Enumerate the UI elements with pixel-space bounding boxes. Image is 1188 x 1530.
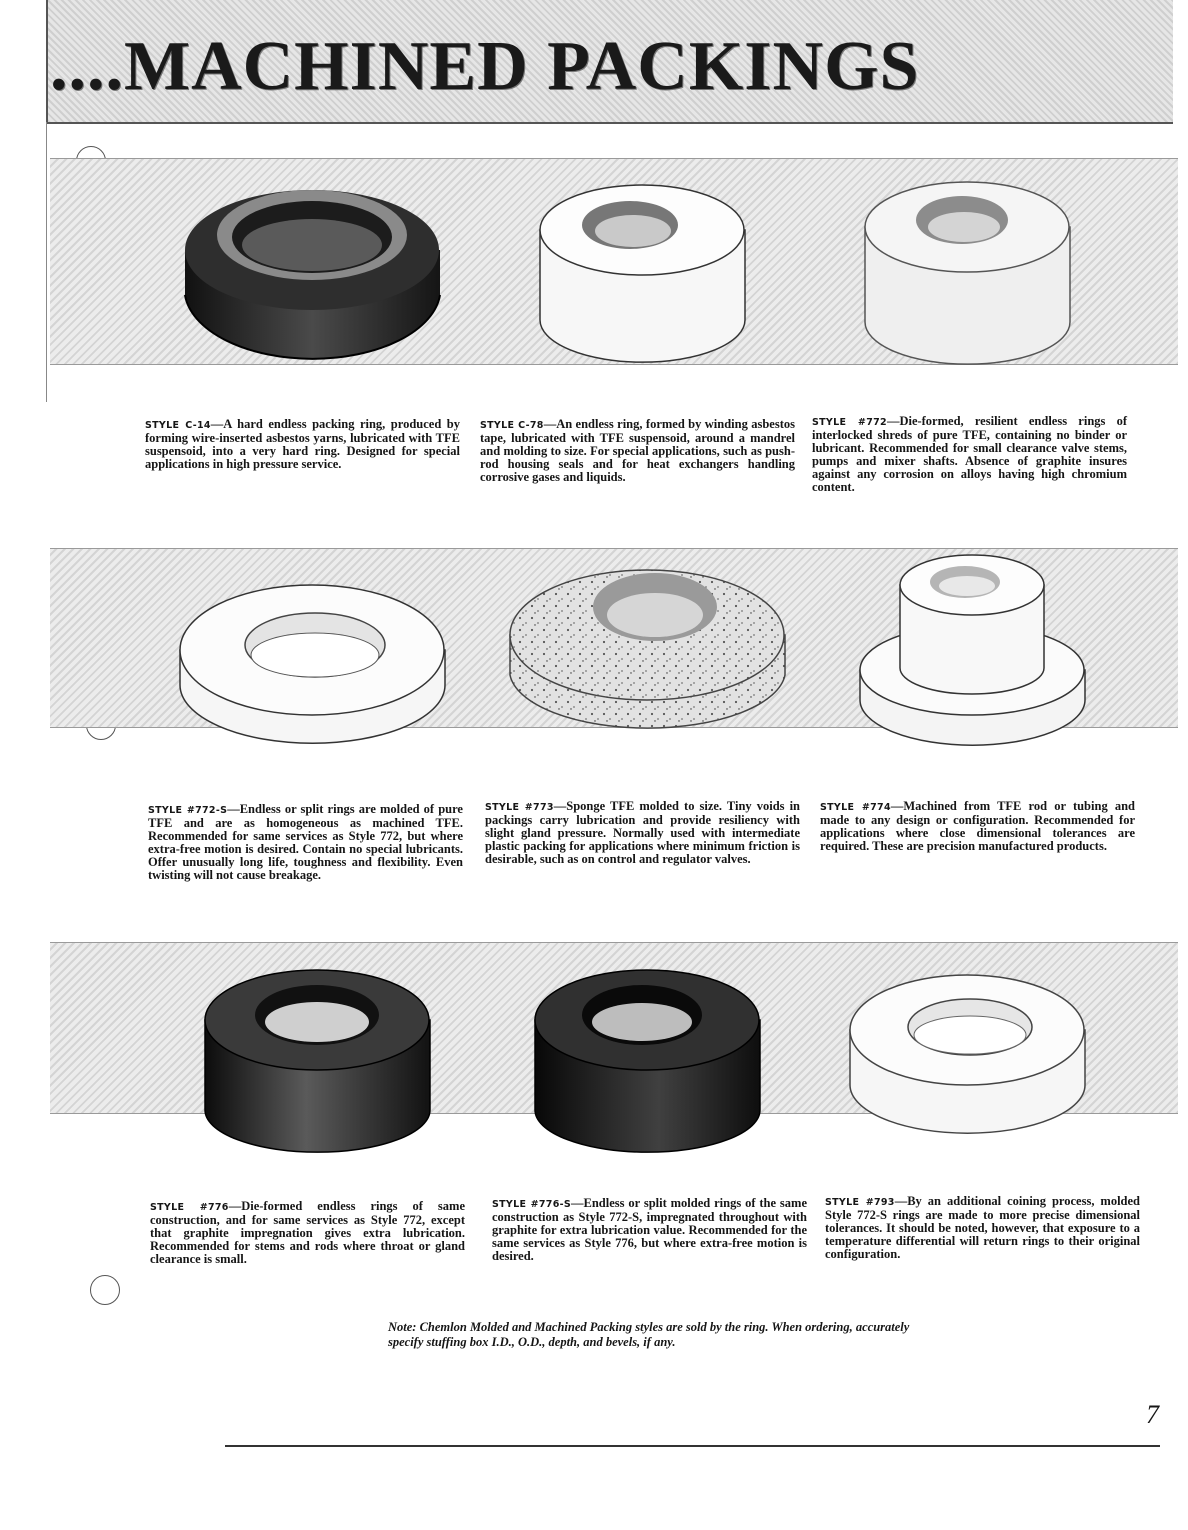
ordering-note: Note: Chemlon Molded and Machined Packing styles are sold by the ring. When ordering, accurately specify stuffing box I.D., O.D., depth, and bevels, if any. bbox=[388, 1320, 910, 1349]
description-774 bbox=[820, 800, 1135, 853]
description-text: —An endless ring, formed by winding asbestos tape, lubricated with TFE suspensoid, around a mandrel and molding to size. For special applications, such as push-rod housing seals and for heat exchangers handling corrosive gases and liquids. bbox=[480, 417, 795, 484]
description-c14 bbox=[145, 418, 460, 471]
style-label: STYLE #774 bbox=[820, 802, 891, 813]
bottom-rule bbox=[225, 1445, 1160, 1447]
ring-772s-image bbox=[175, 575, 450, 750]
punch-hole-bottom bbox=[90, 1275, 120, 1305]
style-label: STYLE #776 bbox=[150, 1202, 229, 1213]
page-title: ....MACHINED PACKINGS bbox=[50, 28, 920, 105]
style-label: STYLE C-14 bbox=[145, 420, 211, 431]
description-text: —Die-formed endless rings of same construction, and for same services as Style 772, except that graphite impregnation gives extra lubrication. Recommended for stems and rods where throat or gland clearance is small. bbox=[150, 1199, 465, 1266]
style-label: STYLE #772 bbox=[812, 417, 887, 428]
description-text: —Endless or split rings are molded of pure TFE and are as homogeneous as machined TFE. Recommended for same services as Style 772, but where extra-free motion is desired. Contain no special lubricants. Offer unusually long life, toughness and flexibility. Even twisting will not cause breakage. bbox=[148, 802, 463, 882]
ring-774-image bbox=[855, 550, 1090, 750]
page-number: 7 bbox=[1146, 1400, 1159, 1429]
description-text: —Die-formed, resilient endless rings of interlocked shreds of pure TFE, containing no binder or lubricant. Recommended for small clearance valve stems, pumps and mixer shafts. Absence of graphite insures against any corrosion on alloys having high chromium content. bbox=[812, 414, 1128, 494]
style-label: STYLE #793 bbox=[825, 1197, 895, 1208]
style-label: STYLE #773 bbox=[485, 802, 554, 813]
style-label: STYLE #772-S bbox=[148, 805, 228, 816]
description-776s bbox=[492, 1197, 807, 1263]
description-text: —By an additional coining process, molded Style 772-S rings are made to more precise dimensional tolerances. It should be noted, however, that exposure to a temperature differential will return rings to their original configuration. bbox=[825, 1194, 1141, 1261]
style-label: STYLE C-78 bbox=[480, 420, 544, 431]
ring-c78-image bbox=[535, 175, 750, 375]
description-772s bbox=[148, 803, 463, 882]
ring-793-image bbox=[845, 965, 1090, 1150]
ring-773-image bbox=[505, 555, 790, 745]
ring-776s-image bbox=[530, 960, 765, 1160]
style-label: STYLE #776-S bbox=[492, 1199, 571, 1210]
description-793 bbox=[825, 1195, 1140, 1261]
description-773 bbox=[485, 800, 800, 866]
description-text: —Machined from TFE rod or tubing and made to any design or configuration. Recommended for applications where close dimensional tolerances are required. These are precision manufactured products. bbox=[820, 799, 1135, 853]
description-text: —Sponge TFE molded to size. Tiny voids in packings carry lubrication and provide resiliency with slight gland pressure. Normally used with intermediate plastic packing for applications where minimum friction is desirable, such as on control and regulator valves. bbox=[485, 799, 800, 866]
ring-772-image bbox=[860, 172, 1075, 377]
ring-c14-image bbox=[175, 175, 450, 395]
ring-776-image bbox=[200, 960, 435, 1160]
description-776 bbox=[150, 1200, 465, 1266]
margin-rule bbox=[46, 122, 47, 402]
description-772 bbox=[812, 415, 1127, 494]
description-c78 bbox=[480, 418, 795, 484]
description-text: —A hard endless packing ring, produced by forming wire-inserted asbestos yarns, lubricated with TFE suspensoid, into a very hard ring. Designed for special applications in high pressure service. bbox=[145, 417, 460, 471]
description-text: —Endless or split molded rings of the same construction as Style 772-S, impregnated throughout with graphite for extra lubrication value. Recommended for the same services as Style 776, but where extra-free motion is desired. bbox=[492, 1196, 807, 1263]
